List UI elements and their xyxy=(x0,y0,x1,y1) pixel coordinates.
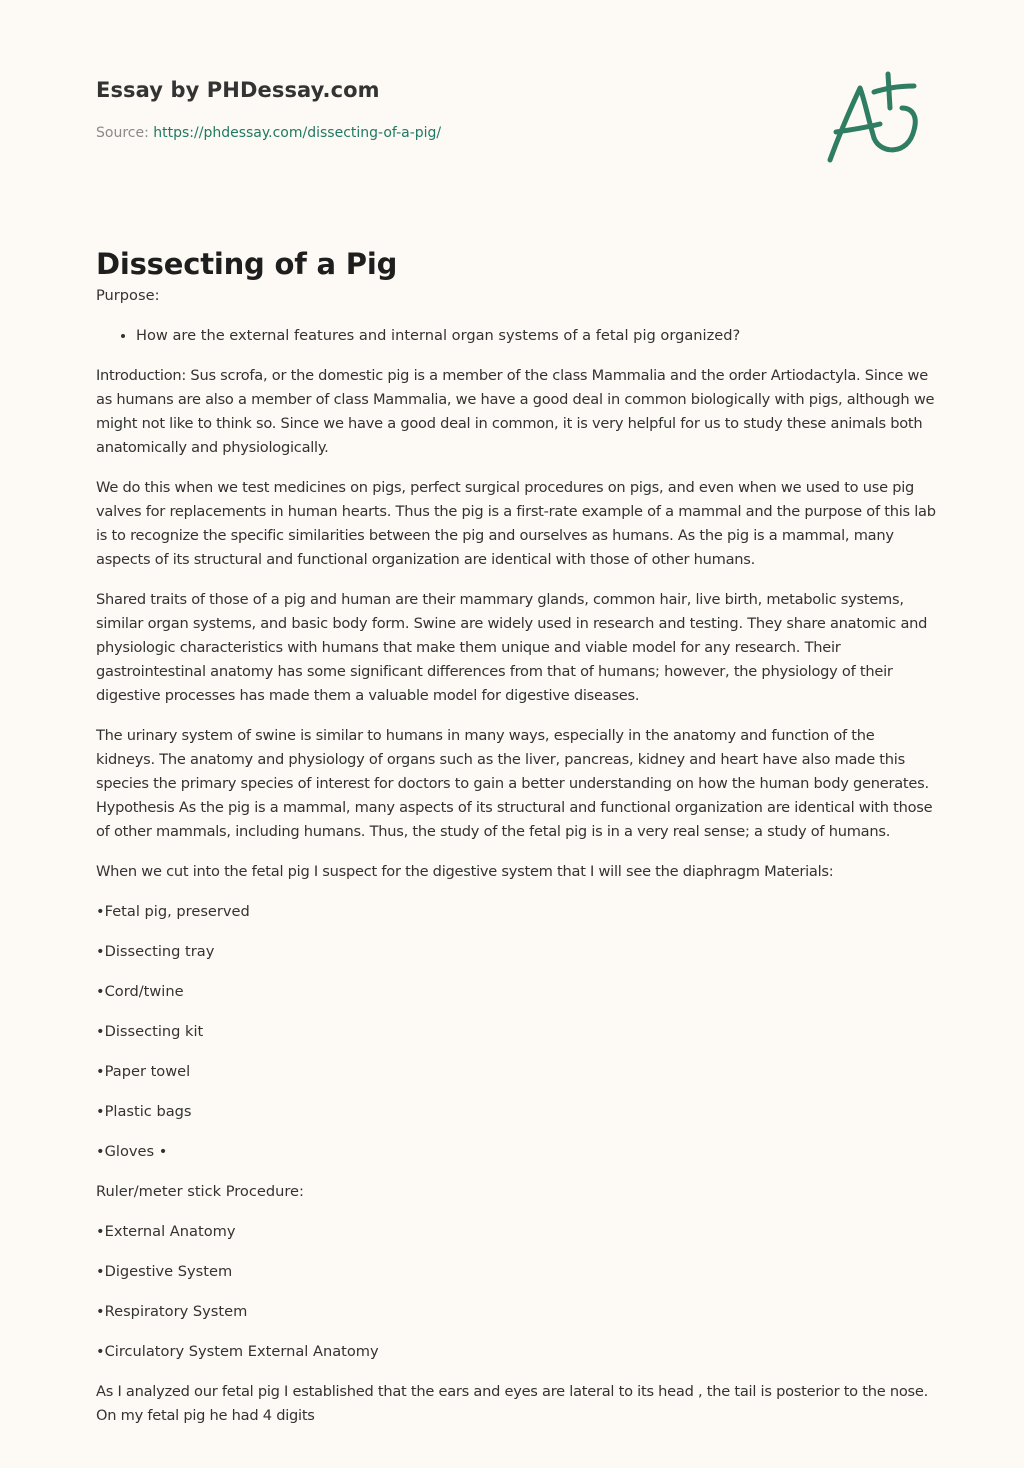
material-item: •Plastic bags xyxy=(96,1103,192,1120)
purpose-list xyxy=(96,324,936,348)
document-title: Dissecting of a Pig xyxy=(96,247,398,282)
procedure-item: •Circulatory System External Anatomy xyxy=(96,1343,379,1360)
paragraph-urinary-hypothesis: The urinary system of swine is similar to humans in many ways, especially in the anatomy and function of the kidneys. The anatomy and physiology of organs such as the liver, pancreas, kidney and heart have also made this species the primary species of interest for doctors to gain a better understanding on how the human body generates. Hypothesis As the pig is a mammal, many aspects of its structural and functional organization are identical with those of other mammals, including humans. Thus, the study of the fetal pig is in a very real sense; a study of humans. xyxy=(96,727,933,840)
document-body xyxy=(96,284,936,1444)
material-item: •Dissecting tray xyxy=(96,943,215,960)
procedure-item: •External Anatomy xyxy=(96,1223,236,1240)
paragraph-shared-traits: Shared traits of those of a pig and human are their mammary glands, common hair, live birth, metabolic systems, similar organ systems, and basic body form. Swine are widely used in research and testing. They share anatomic and physiologic characteristics with humans that make them unique and viable model for any research. Their gastrointestinal anatomy has some significant differences from that of humans; however, the physiology of their digestive processes has made them a valuable model for digestive diseases. xyxy=(96,591,928,704)
purpose-label: Purpose: xyxy=(96,287,160,304)
material-item: •Gloves • xyxy=(96,1143,168,1160)
material-item: •Dissecting kit xyxy=(96,1023,204,1040)
source-line xyxy=(96,124,441,142)
paragraph-suspicion-materials: When we cut into the fetal pig I suspect for the digestive system that I will see the diaphragm Materials: xyxy=(96,863,834,880)
source-link[interactable]: https://phdessay.com/dissecting-of-a-pig/ xyxy=(153,125,442,141)
site-header xyxy=(96,76,932,176)
paragraph-medical-use: We do this when we test medicines on pigs, perfect surgical procedures on pigs, and even when we used to use pig valves for replacements in human hearts. Thus the pig is a first-rate example of a mammal and the purpose of this lab is to recognize the specific similarities between the pig and ourselves as humans. As the pig is a mammal, many aspects of its structural and functional organization are identical with those of other humans. xyxy=(96,479,936,568)
procedure-item: •Respiratory System xyxy=(96,1303,248,1320)
a-plus-grade-icon xyxy=(824,68,928,164)
material-item: •Cord/twine xyxy=(96,983,184,1000)
procedure-label: Ruler/meter stick Procedure: xyxy=(96,1183,304,1200)
paragraph-external-anatomy: As I analyzed our fetal pig I established that the ears and eyes are lateral to its head , the tail is posterior to the nose. On my fetal pig he had 4 digits xyxy=(96,1383,928,1424)
source-label: Source: xyxy=(96,125,154,141)
brand-title: Essay by PHDessay.com xyxy=(96,78,380,102)
procedure-item: •Digestive System xyxy=(96,1263,233,1280)
paragraph-introduction: Introduction: Sus scrofa, or the domestic pig is a member of the class Mammalia and the order Artiodactyla. Since we as humans are also a member of class Mammalia, we have a good deal in common biologically with pigs, although we might not like to think so. Since we have a good deal in common, it is very helpful for us to study these animals both anatomically and physiologically. xyxy=(96,367,935,456)
material-item: •Fetal pig, preserved xyxy=(96,903,250,920)
material-item: •Paper towel xyxy=(96,1063,191,1080)
purpose-item: • How are the external features and internal organ systems of a fetal pig organized? xyxy=(136,324,936,348)
